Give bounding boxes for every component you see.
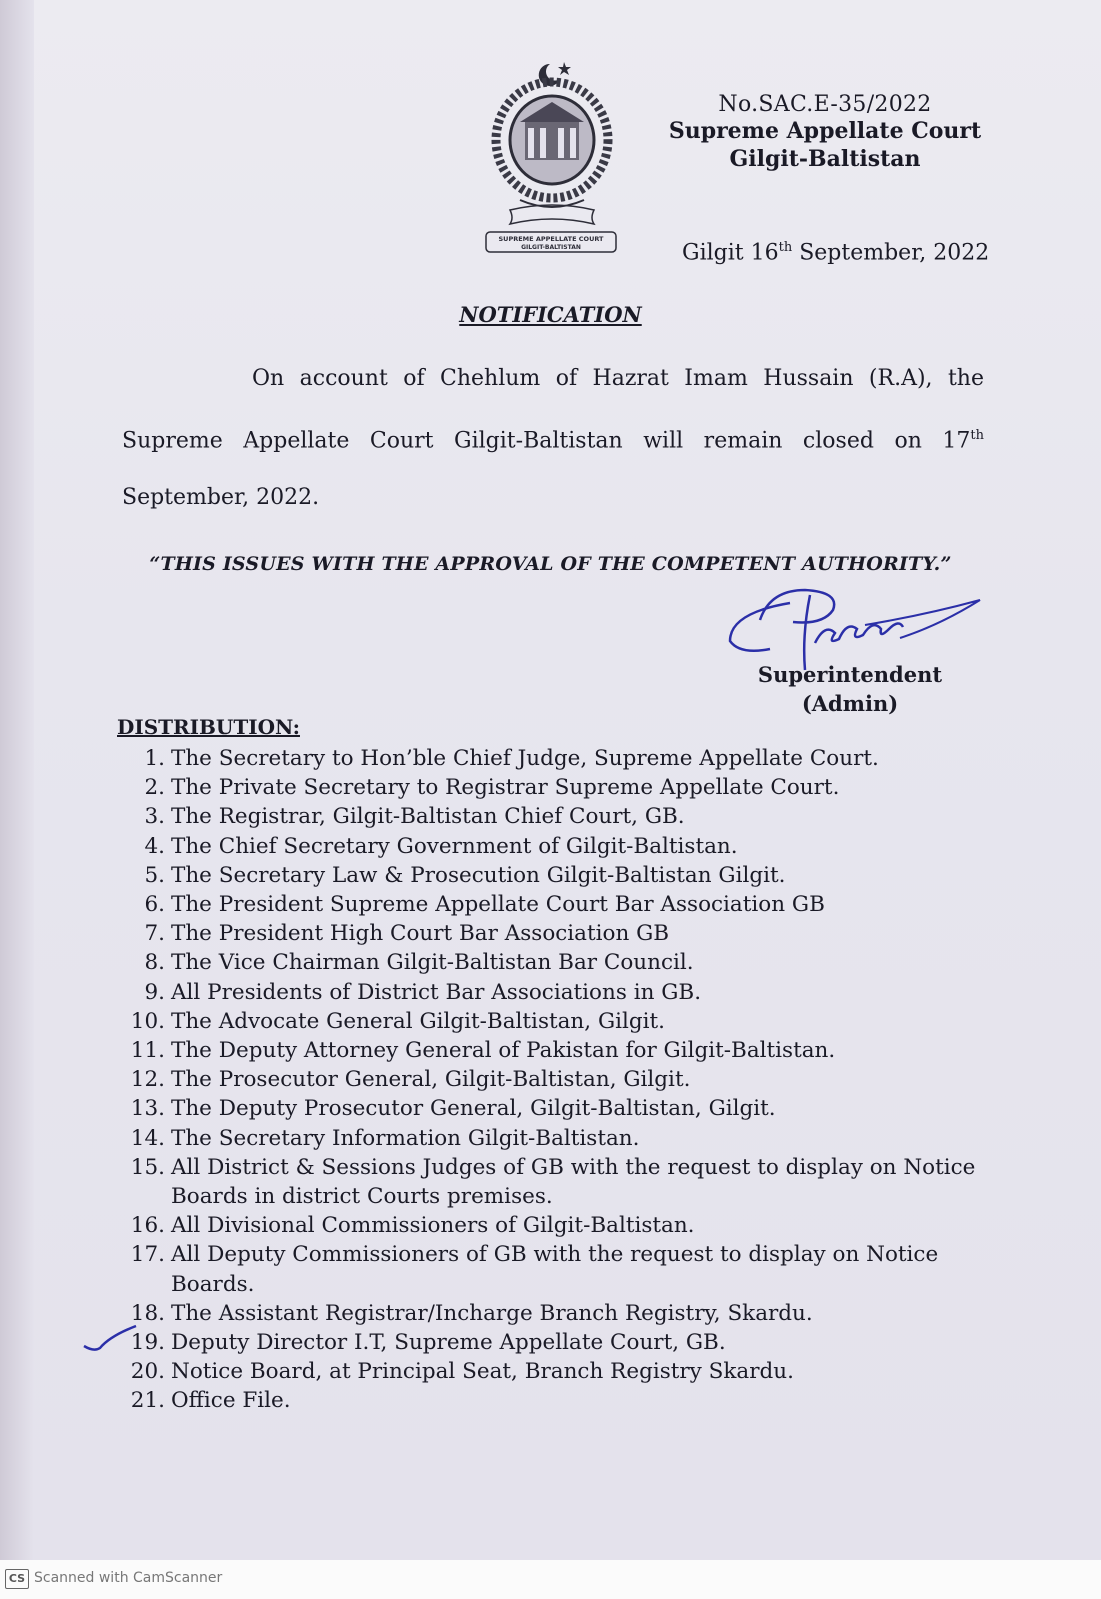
distribution-item-text: The Secretary Law & Prosecution Gilgit-Baltistan Gilgit. — [171, 862, 786, 888]
issue-date — [682, 240, 989, 265]
court-emblem-logo — [480, 60, 630, 265]
distribution-item-number: 18. — [130, 1300, 165, 1326]
distribution-item-number: 15. — [130, 1154, 165, 1180]
distribution-item-text: The President Supreme Appellate Court Bar Association GB — [171, 892, 825, 918]
date-ordinal: th — [778, 240, 793, 255]
distribution-item-number: 12. — [130, 1067, 165, 1093]
date-month-year: September, 2022 — [792, 240, 990, 266]
letter-header — [650, 92, 1000, 173]
distribution-item-number: 3. — [144, 804, 165, 830]
distribution-item-number: 1. — [144, 746, 165, 771]
reference-number: No.SAC.E-35/2022 — [718, 92, 932, 117]
distribution-item-number: 19. — [130, 1330, 165, 1356]
distribution-item-number: 4. — [144, 833, 165, 859]
distribution-item — [115, 802, 995, 831]
distribution-list — [115, 744, 995, 1416]
distribution-item-number: 8. — [144, 950, 165, 976]
distribution-item-number: 14. — [130, 1125, 165, 1151]
court-name: Supreme Appellate Court — [668, 118, 982, 144]
distribution-item-text: All Presidents of District Bar Associations in GB. — [171, 979, 702, 1005]
camscanner-watermark: Scanned with CamScanner — [34, 1570, 223, 1586]
body-ordinal: th — [970, 428, 984, 443]
distribution-item — [115, 1007, 995, 1036]
distribution-item-text: Office File. — [171, 1388, 291, 1414]
distribution-item-text: All Divisional Commissioners of Gilgit-Baltistan. — [171, 1213, 695, 1239]
distribution-item-text: All District & Sessions Judges of GB with the request to display on Notice Boards in district Courts premises. — [171, 1154, 976, 1210]
distribution-item-number: 16. — [130, 1213, 165, 1239]
distribution-item-text: The Registrar, Gilgit-Baltistan Chief Court, GB. — [171, 804, 685, 830]
distribution-item-number: 5. — [144, 862, 165, 888]
distribution-item-text: The Deputy Attorney General of Pakistan for Gilgit-Baltistan. — [171, 1038, 836, 1064]
signatory-block — [740, 660, 960, 718]
distribution-item-text: Deputy Director I.T, Supreme Appellate Court, GB. — [171, 1330, 726, 1356]
distribution-item-text: The Chief Secretary Government of Gilgit-Baltistan. — [171, 833, 738, 859]
distribution-item — [115, 978, 995, 1007]
camscanner-logo: CS — [5, 1569, 29, 1589]
distribution-item-number: 9. — [144, 979, 165, 1005]
distribution-item — [115, 861, 995, 890]
distribution-item-number: 6. — [144, 892, 165, 918]
distribution-item-number: 2. — [144, 775, 165, 801]
distribution-item-text: The Prosecutor General, Gilgit-Baltistan, Gilgit. — [171, 1067, 691, 1093]
distribution-item-text: The Assistant Registrar/Incharge Branch Registry, Skardu. — [171, 1300, 813, 1326]
distribution-item — [115, 1036, 995, 1065]
distribution-item-text: The Secretary Information Gilgit-Baltistan. — [171, 1125, 640, 1151]
distribution-item — [115, 1386, 995, 1415]
distribution-item — [115, 919, 995, 948]
distribution-item — [115, 1065, 995, 1094]
signatory-subtitle: (Admin) — [801, 691, 899, 716]
distribution-item-number: 20. — [130, 1359, 165, 1385]
distribution-item-text: The Private Secretary to Registrar Supreme Appellate Court. — [171, 775, 840, 801]
distribution-item — [115, 773, 995, 802]
approval-statement: “THIS ISSUES WITH THE APPROVAL OF THE COMPETENT AUTHORITY.” — [149, 553, 952, 575]
emblem-ribbon-line1: SUPREME APPELLATE COURT — [498, 235, 604, 243]
body-text-b: September, 2022. — [122, 485, 320, 511]
distribution-item-text: The Deputy Prosecutor General, Gilgit-Baltistan, Gilgit. — [171, 1096, 776, 1122]
distribution-heading: DISTRIBUTION: — [117, 715, 300, 739]
date-place: Gilgit 16 — [682, 240, 779, 266]
distribution-item — [115, 1153, 995, 1211]
distribution-item — [115, 744, 995, 773]
distribution-item-text: The Secretary to Hon’ble Chief Judge, Supreme Appellate Court. — [171, 746, 879, 771]
distribution-item-number: 11. — [130, 1038, 165, 1064]
distribution-item-number: 21. — [130, 1388, 165, 1414]
body-text-a: On account of Chehlum of Hazrat Imam Hussain (R.A), the Supreme Appellate Court Gilgit-Baltistan will remain closed on 17 — [122, 366, 984, 454]
distribution-item-number: 13. — [130, 1096, 165, 1122]
distribution-item — [115, 1124, 995, 1153]
distribution-item-text: The Vice Chairman Gilgit-Baltistan Bar Council. — [171, 950, 694, 976]
distribution-item — [115, 832, 995, 861]
distribution-item-text: All Deputy Commissioners of GB with the request to display on Notice Boards. — [171, 1242, 939, 1297]
emblem-ribbon-line2: GILGIT-BALTISTAN — [521, 244, 581, 251]
distribution-item — [115, 1357, 995, 1386]
distribution-item — [115, 890, 995, 919]
court-location: Gilgit-Baltistan — [729, 146, 921, 172]
distribution-item-text: The President High Court Bar Association GB — [171, 921, 670, 947]
distribution-item — [115, 1328, 995, 1357]
distribution-item — [115, 1211, 995, 1240]
distribution-item-text: Notice Board, at Principal Seat, Branch Registry Skardu. — [171, 1359, 794, 1385]
scanner-footer — [0, 1560, 1101, 1599]
distribution-item — [115, 1240, 995, 1298]
notification-title: NOTIFICATION — [459, 302, 642, 327]
signatory-title: Superintendent — [757, 662, 943, 687]
distribution-item — [115, 1094, 995, 1123]
distribution-item-number: 7. — [144, 921, 165, 947]
distribution-item-number: 17. — [130, 1242, 165, 1268]
distribution-item-number: 10. — [130, 1008, 165, 1034]
distribution-item-text: The Advocate General Gilgit-Baltistan, Gilgit. — [171, 1008, 665, 1034]
distribution-item — [115, 1299, 995, 1328]
distribution-item — [115, 948, 995, 977]
notification-body — [122, 350, 984, 526]
checkmark-icon — [82, 1322, 142, 1352]
